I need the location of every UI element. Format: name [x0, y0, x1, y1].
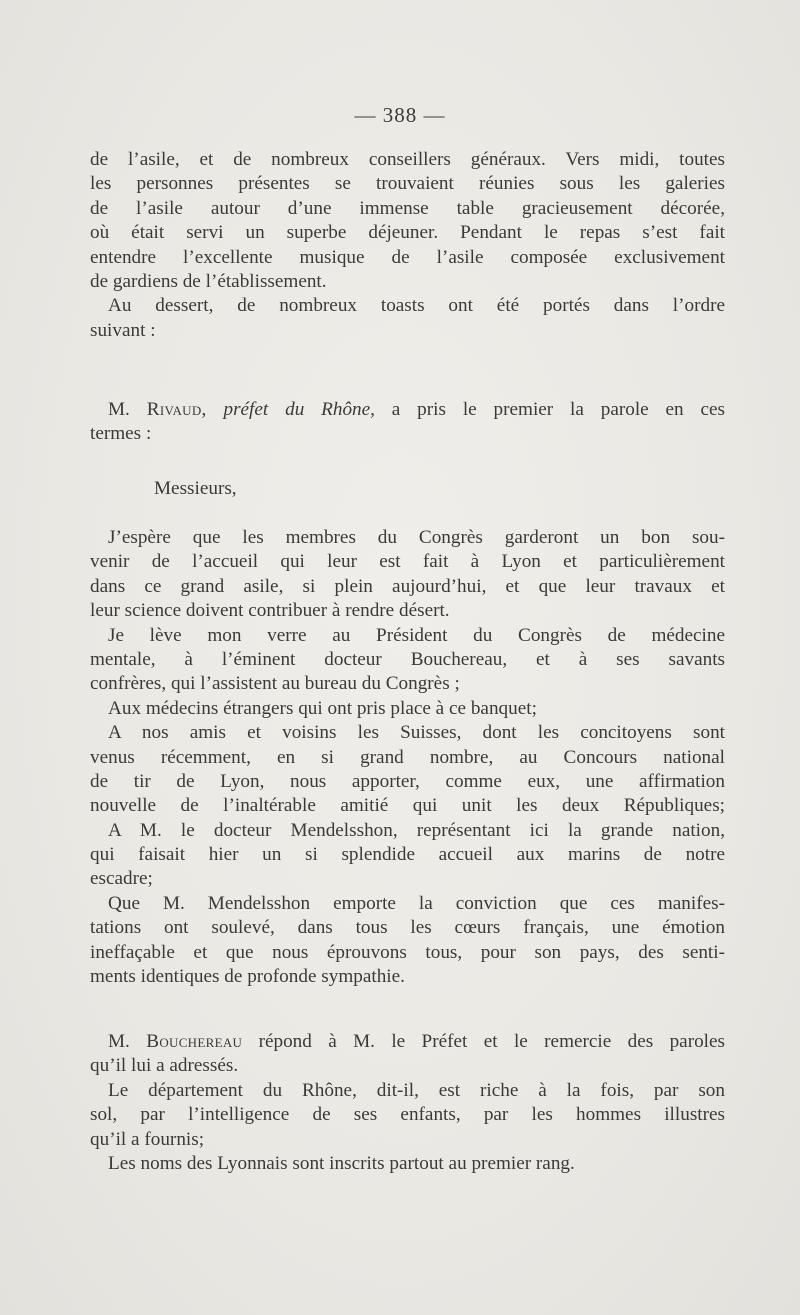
speaker-prefix: M.: [108, 399, 147, 420]
text-line: Les noms des Lyonnais sont inscrits partout au premier rang.: [108, 1152, 575, 1174]
text-line: de tir de Lyon, nous apporter, comme eux, une affirmation: [90, 770, 725, 792]
speaker-name: Rivaud,: [146, 399, 207, 420]
text-line: qui faisait hier un si splendide accueil aux marins de notre: [90, 844, 725, 866]
speaker-reply-bouchereau: [90, 1030, 725, 1176]
speaker-intro-rivaud: [90, 398, 725, 447]
salutation: Messieurs,: [154, 478, 237, 499]
speaker-prefix: M.: [108, 1031, 147, 1052]
text-line: les personnes présentes se trouvaient réunies sous les galeries: [90, 173, 725, 195]
text-line: mentale, à l’éminent docteur Bouchereau, et à ses savants: [90, 648, 725, 670]
text-line: de l’asile, et de nombreux conseillers généraux. Vers midi, toutes: [90, 149, 725, 170]
text-line: venus récemment, en si grand nombre, au Concours national: [90, 746, 725, 768]
text-line: ineffaçable et que nous éprouvons tous, pour son pays, des senti-: [90, 941, 725, 963]
text-line: qu’il lui a adressés.: [90, 1055, 239, 1077]
text-line: tations ont soulevé, dans tous les cœurs français, une émotion: [90, 917, 725, 939]
text-line: venir de l’accueil qui leur est fait à Lyon et particulièrement: [90, 551, 725, 573]
text-line: de gardiens de l’établissement.: [90, 270, 327, 292]
page-number: — 388 —: [354, 103, 446, 127]
text-line: ments identiques de profonde sympathie.: [90, 966, 405, 988]
text-line: nouvelle de l’inaltérable amitié qui unit les deux Républiques;: [90, 795, 725, 817]
text-line: de l’asile autour d’une immense table gracieusement décorée,: [90, 197, 725, 219]
text-line: qu’il a fournis;: [90, 1128, 205, 1150]
speaker-line-rest: répond à M. le Préfet et le remercie des paroles: [242, 1031, 725, 1052]
text-line: entendre l’excellente musique de l’asile composée exclusivement: [90, 246, 725, 268]
speech-paragraph: [90, 526, 725, 989]
text-line: leur science doivent contribuer à rendre désert.: [90, 600, 450, 622]
text-line: Au dessert, de nombreux toasts ont été portés dans l’ordre: [108, 295, 725, 317]
text-line: confrères, qui l’assistent au bureau du Congrès ;: [90, 673, 460, 695]
text-line: [90, 398, 725, 422]
text-line: suivant :: [90, 319, 156, 341]
speaker-line-rest: a pris le premier la parole en ces: [374, 399, 725, 420]
text-line: Que M. Mendelsshon emporte la conviction que ces manifes-: [108, 892, 725, 914]
text-line: sol, par l’intelligence de ses enfants, par les hommes illustres: [90, 1104, 725, 1126]
speaker-title: préfet du Rhône,: [223, 399, 375, 420]
text-line: dans ce grand asile, si plein aujourd’hui, et que leur travaux et: [90, 575, 725, 597]
text-line: A M. le docteur Mendelsshon, représentant ici la grande nation,: [108, 819, 725, 841]
speaker-name: Bouchereau: [146, 1031, 243, 1052]
text-line: [90, 1030, 725, 1054]
text-line: termes :: [90, 423, 152, 445]
text-line: Je lève mon verre au Président du Congrès de médecine: [108, 624, 725, 646]
text-line: J’espère que les membres du Congrès garderont un bon sou-: [108, 527, 725, 548]
text-line: escadre;: [90, 868, 153, 890]
text-line: Le département du Rhône, dit-il, est riche à la fois, par son: [108, 1079, 725, 1101]
text-line: A nos amis et voisins les Suisses, dont les concitoyens sont: [108, 722, 725, 744]
text-line: où était servi un superbe déjeuner. Pendant le repas s’est fait: [90, 222, 725, 244]
narrative-paragraph: [90, 148, 725, 343]
text-line: Aux médecins étrangers qui ont pris place à ce banquet;: [108, 697, 537, 719]
